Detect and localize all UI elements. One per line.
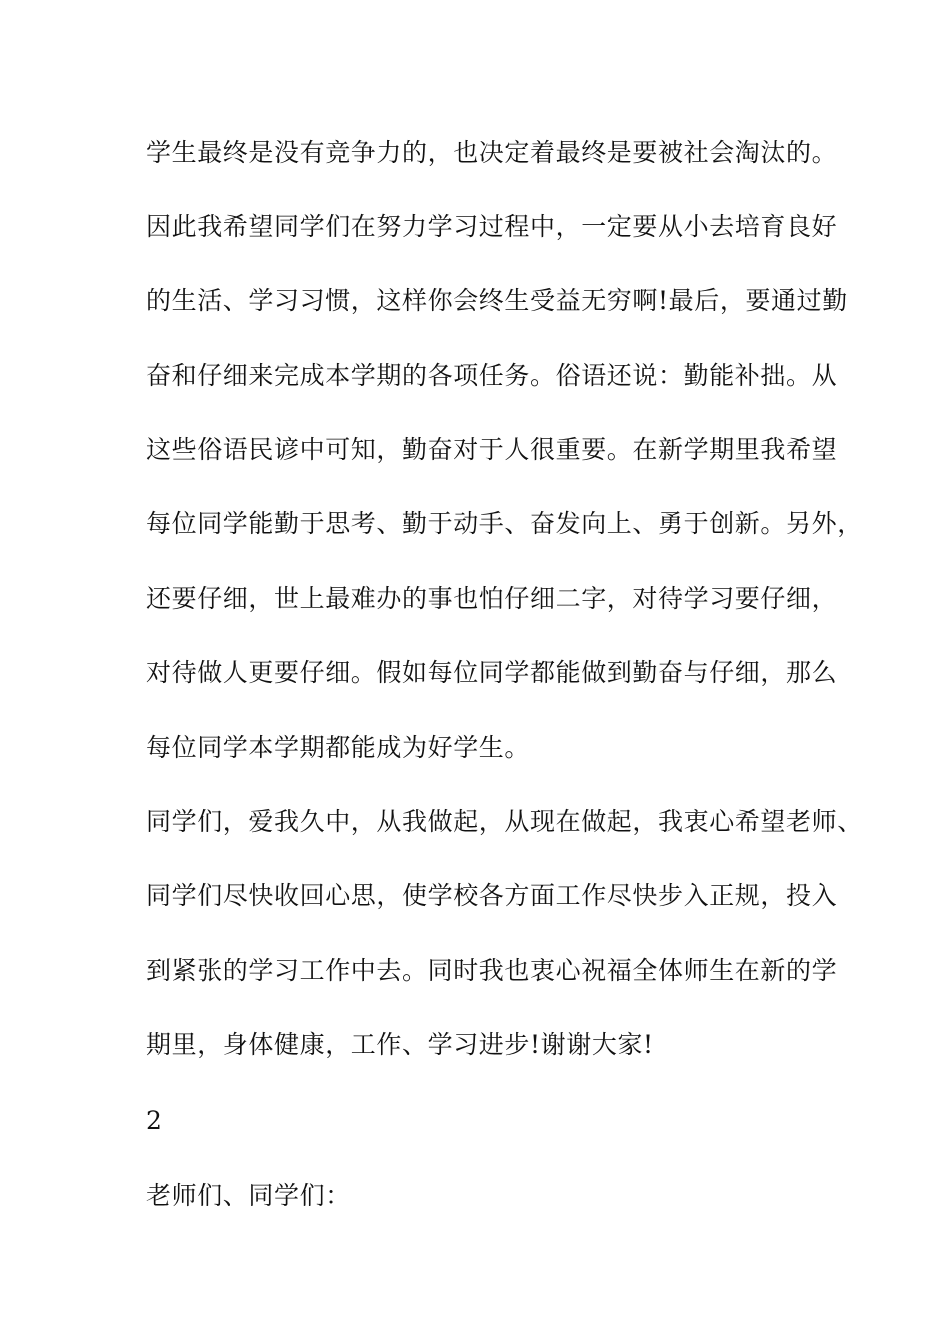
paragraph-line: 到紧张的学习工作中去。同时我也衷心祝福全体师生在新的学 — [146, 956, 838, 985]
paragraph-line: 奋和仔细来完成本学期的各项任务。俗语还说：勤能补拙。从 — [146, 361, 838, 390]
paragraph-line: 还要仔细，世上最难办的事也怕仔细二字，对待学习要仔细， — [146, 584, 838, 613]
paragraph-line: 每位同学能勤于思考、勤于动手、奋发向上、勇于创新。另外， — [146, 509, 863, 538]
paragraph-line: 的生活、学习习惯，这样你会终生受益无穷啊!最后，要通过勤 — [146, 286, 848, 315]
salutation: 老师们、同学们： — [146, 1181, 351, 1210]
paragraph-line: 同学们尽快收回心思，使学校各方面工作尽快步入正规，投入 — [146, 881, 838, 910]
paragraph-line: 因此我希望同学们在努力学习过程中，一定要从小去培育良好 — [146, 212, 838, 241]
paragraph-line: 学生最终是没有竞争力的，也决定着最终是要被社会淘汰的。 — [146, 138, 838, 167]
paragraph-line: 每位同学本学期都能成为好学生。 — [146, 733, 531, 762]
paragraph-line: 这些俗语民谚中可知，勤奋对于人很重要。在新学期里我希望 — [146, 435, 838, 464]
paragraph-line: 对待做人更要仔细。假如每位同学都能做到勤奋与仔细，那么 — [146, 658, 838, 687]
section-number: 2 — [146, 1106, 163, 1135]
paragraph-line: 同学们，爱我久中，从我做起，从现在做起，我衷心希望老师、 — [146, 807, 863, 836]
paragraph-line: 期里，身体健康，工作、学习进步!谢谢大家! — [146, 1030, 654, 1059]
